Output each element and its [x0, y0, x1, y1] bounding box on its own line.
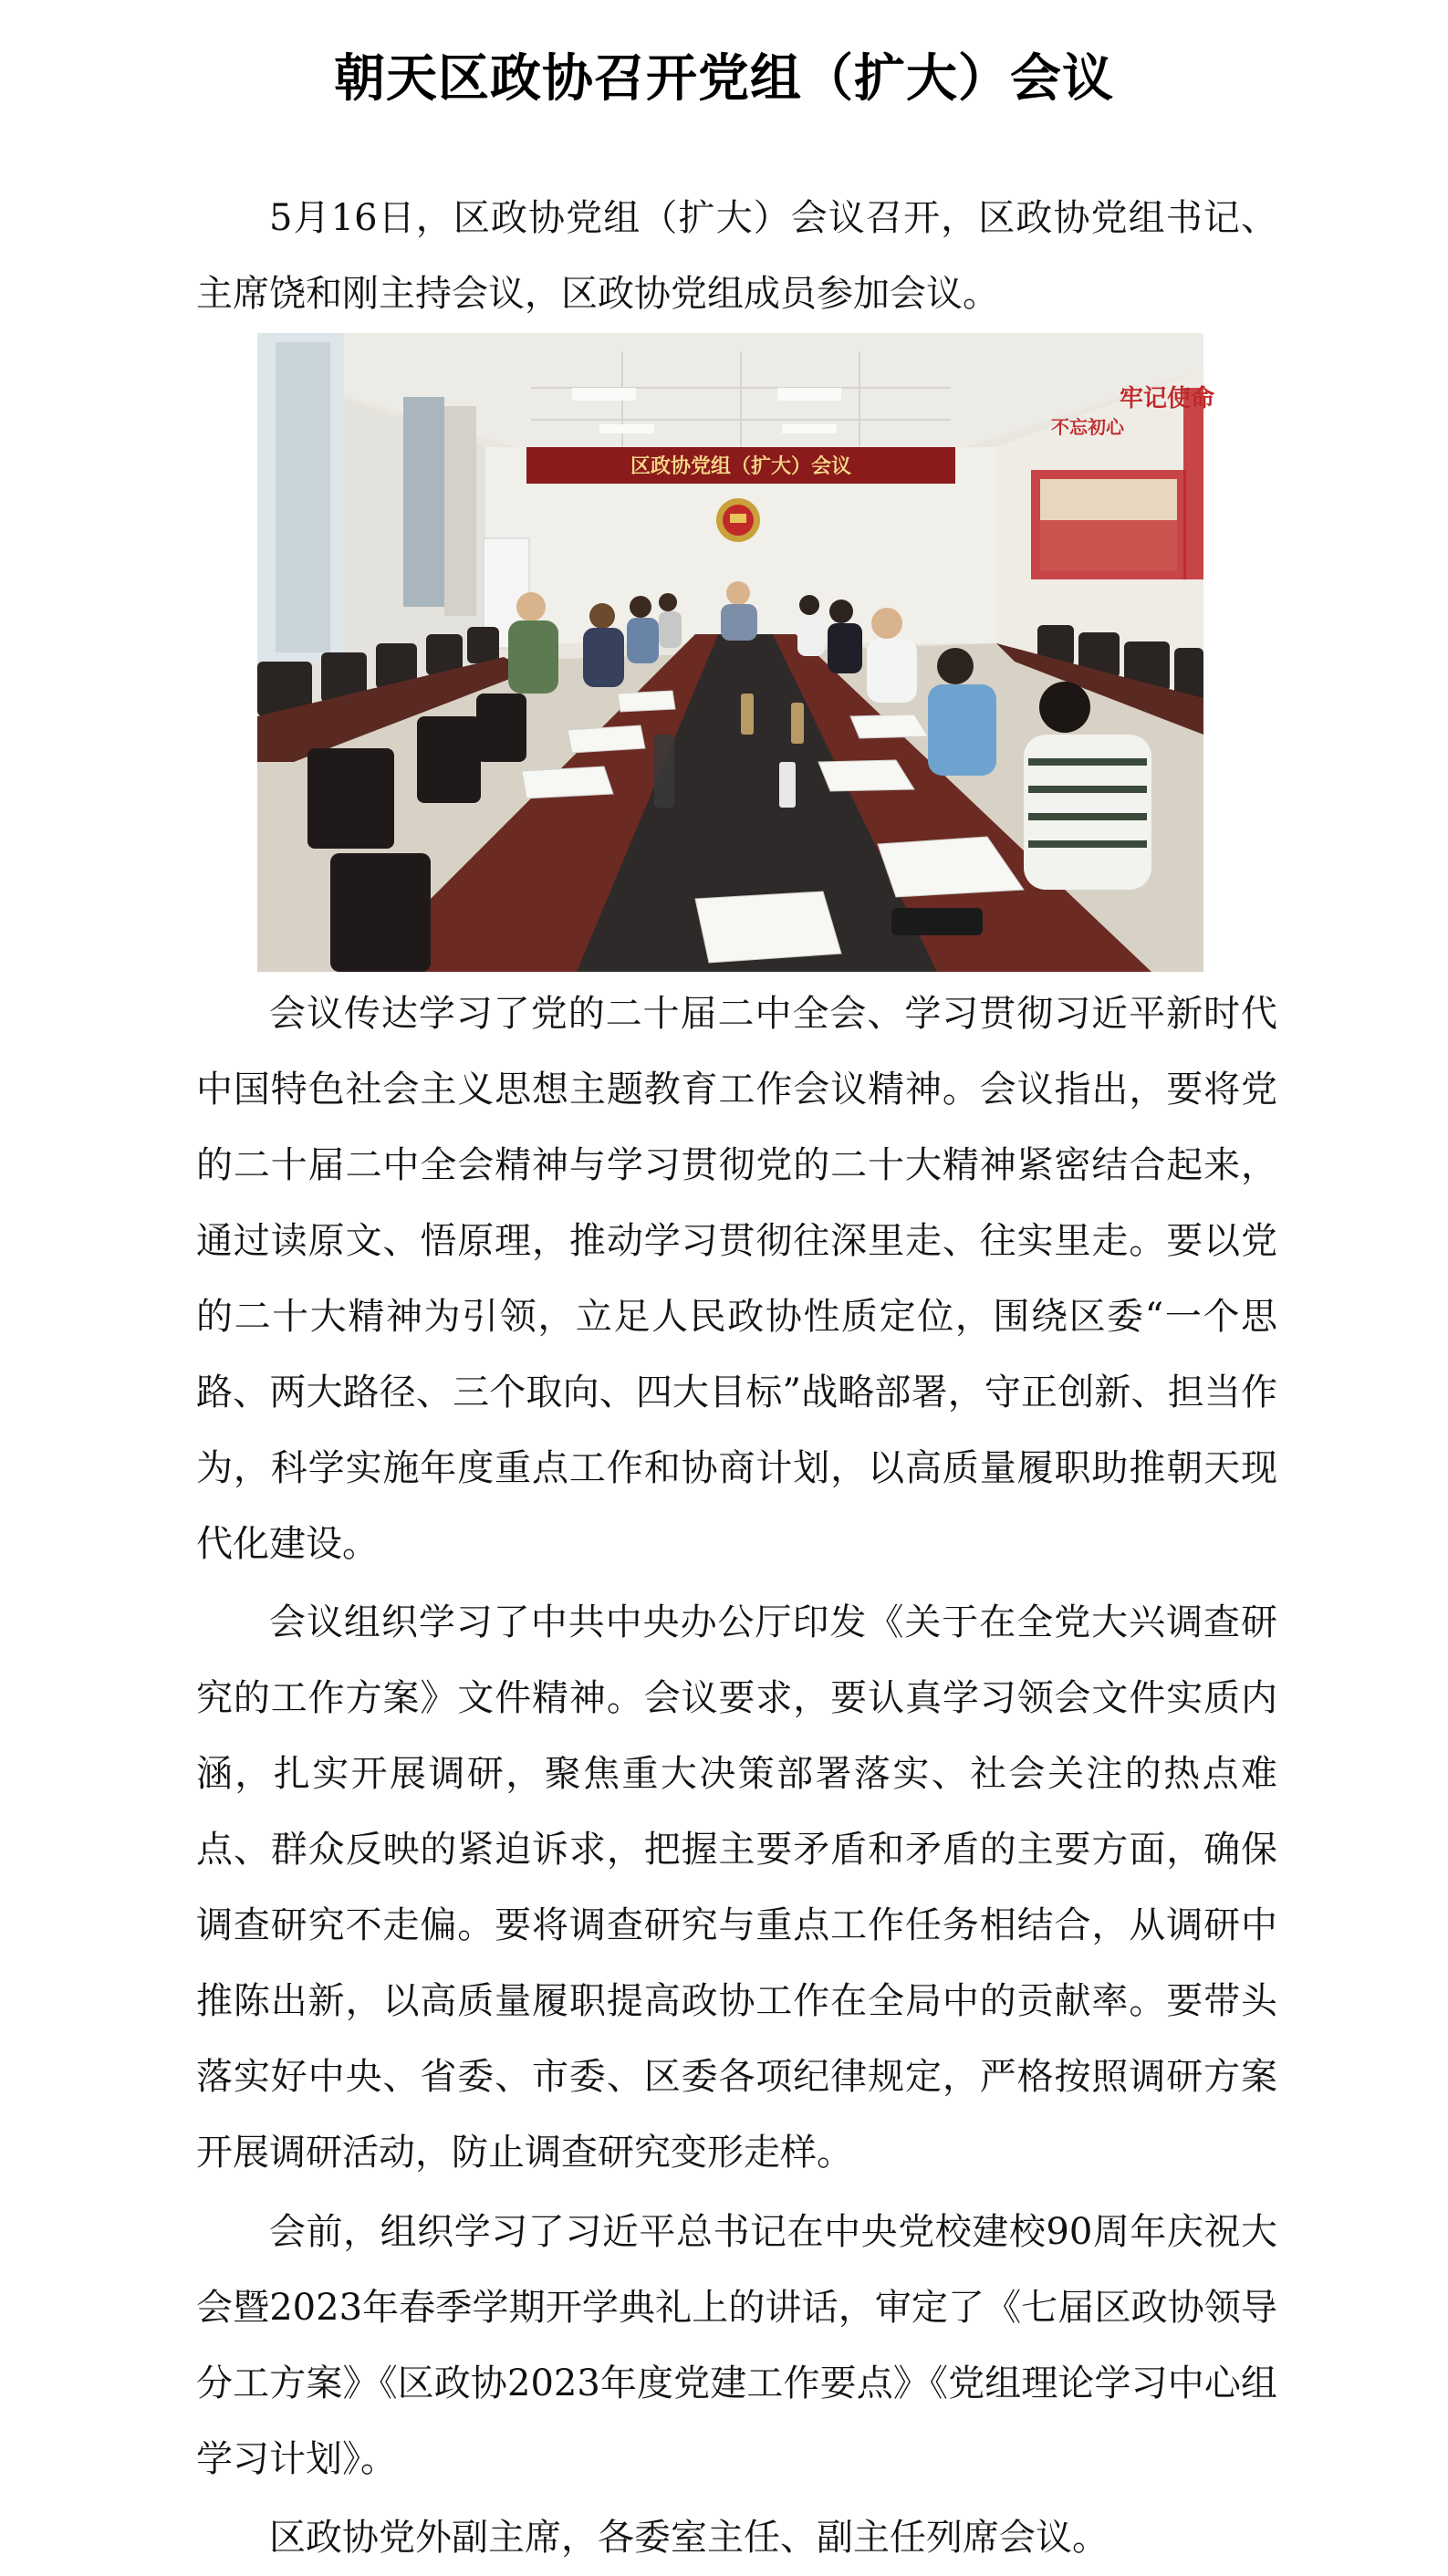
article-title: 朝天区政协召开党组（扩大）会议	[334, 47, 1114, 109]
paragraph-study-session: 会议传达学习了党的二十届二中全会、学习贯彻习近平新时代中国特色社会主义思想主题教育工作会议精神。会议指出，要将党的二十届二中全会精神与学习贯彻党的二十大精神紧密结合起来，通过读原文、悟原理，推动学习贯彻往深里走、往实里走。要以党的二十大精神为引领，立足人民政协性质定位，围绕区委“一个思路、两大路径、三个取向、四大目标”战略部署，守正创新、担当作为，科学实施年度重点工作和协商计划，以高质量履职助推朝天现代化建设。	[196, 993, 1277, 1565]
wall-slogan-right: 牢记使命	[1120, 385, 1215, 412]
banner-text: 区政协党组（扩大）会议	[630, 455, 852, 478]
paragraph-attendees: 区政协党外副主席，各委室主任、副主任列席会议。	[269, 2517, 1109, 2559]
paragraph-research-plan: 会议组织学习了中共中央办公厅印发《关于在全党大兴调查研究的工作方案》文件精神。会议要求，要认真学习领会文件实质内涵，扎实开展调研，聚焦重大决策部署落实、社会关注的热点难点、群众反映的紧迫诉求，把握主要矛盾和矛盾的主要方面，确保调查研究不走偏。要将调查研究与重点工作任务相结合，从调研中推陈出新，以高质量履职提高政协工作在全局中的贡献率。要带头落实好中央、省委、市委、区委各项纪律规定，严格按照调研方案开展调研活动，防止调查研究变形走样。	[196, 1601, 1277, 2174]
chairperson	[726, 581, 750, 605]
meeting-photo	[257, 333, 1215, 972]
paragraph-pre-meeting: 会前，组织学习了习近平总书记在中央党校建校90周年庆祝大会暨2023年春季学期开学典礼上的讲话，审定了《七届区政协领导分工方案》《区政协2023年度党建工作要点》《党组理论学习中心组学习计划》。	[196, 2211, 1277, 2480]
meeting-room-illustration	[257, 333, 1215, 972]
phone-on-table	[891, 908, 983, 935]
paragraph-intro: 5月16日，区政协党组（扩大）会议召开，区政协党组书记、主席饶和刚主持会议，区政协党组成员参加会议。	[196, 197, 1277, 315]
wall-slogan-left: 不忘初心	[1051, 416, 1124, 438]
